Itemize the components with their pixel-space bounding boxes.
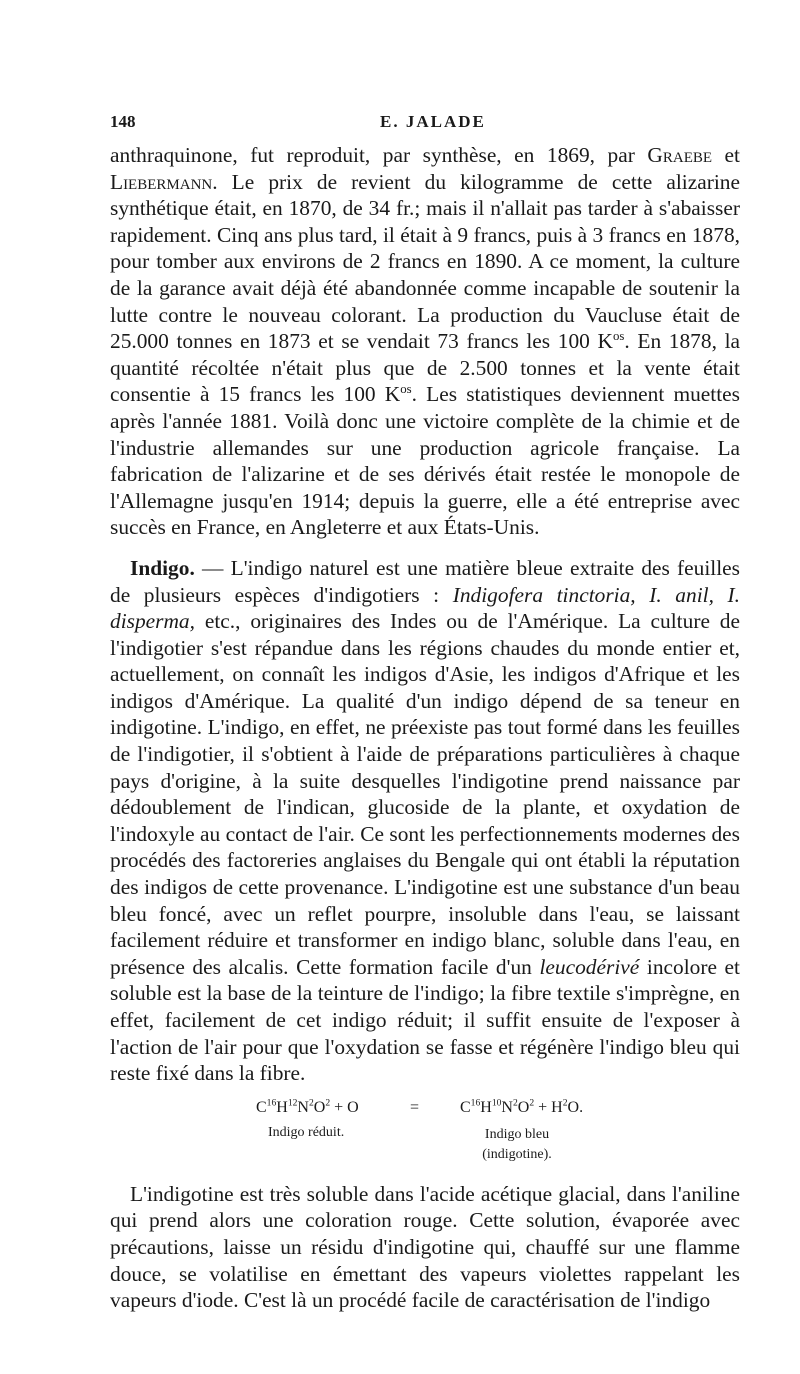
- page-content: [110, 112, 740, 1314]
- paragraph-text: etc., originaires des Indes ou de l'Amérique. La culture de l'indigotier s'est répandue dans les régions chaudes du monde entier et, actuellement, on connaît les indigos d'Asie, les indigos d'Afrique et les indigos d'Amérique. La qualité d'un indigo dépend de sa teneur en indigotine. L'indigo, en effet, ne préexiste pas tout formé dans les feuilles de l'indigotier, il s'obtient à l'aide de préparations particulières à chaque pays d'origine, à la suite desquelles l'indigotine prend naissance par dédoublement de l'indican, glucoside de la plante, et oxydation de l'indoxyle au contact de l'air. Ce sont les perfectionnements modernes des procédés des factoreries anglaises du Bengale qui ont établi la réputation des indigos de cette provenance. L'indigotine est une substance d'un beau bleu foncé, avec un reflet pourpre, insoluble dans l'eau, se laissant facilement réduire et transformer en indigo blanc, soluble dans l'eau, en présence des alcalis. Cette formation facile d'un: [110, 609, 740, 979]
- author-name-liebermann: Liebermann: [110, 169, 213, 194]
- running-head: [110, 112, 740, 142]
- superscript: os: [612, 329, 625, 344]
- author-header: E. JALADE: [380, 112, 486, 131]
- paragraph-text: et: [712, 143, 740, 167]
- equals-sign: =: [410, 1098, 420, 1116]
- paragraph-indigotine: [110, 1181, 740, 1314]
- equation-left-side: $C^{16}H^{12}N^2O^2 + O$: [256, 1097, 359, 1116]
- paragraph-alizarine: [110, 142, 740, 541]
- paragraph-indigo: [110, 555, 740, 1087]
- page-number: 148: [110, 112, 136, 131]
- equation-right-side: $C^{16}H^{10}N^2O^2 + H^2O$.: [460, 1097, 584, 1116]
- term-leucoderive: leucodérivé: [539, 954, 640, 979]
- paragraph-text: incolore et soluble est la base de la teinture de l'indigo; la fibre textile s'imprègne, en effet, facilement de cet indigo réduit; il suffit ensuite de l'exposer à l'action de l'air pour que l'oxydation se fasse et régénère l'indigo bleu qui reste fixé dans la fibre.: [110, 954, 740, 1086]
- paragraph-text: . En 1878, la quantité récoltée n'était plus que de 2.500 tonnes et la vente était consentie à 15 francs les 100 K: [110, 329, 741, 407]
- paragraph-text: anthraquinone, fut reproduit, par synthèse, en 1869, par: [110, 143, 648, 167]
- paragraph-text: . Les statistiques deviennent muettes après l'année 1881. Voilà donc une victoire complète de la chimie et de l'industrie allemandes sur une production agricole française. La fabrication de l'alizarine et de ses dérivés était restée le monopole de l'Allemagne jusqu'en 1914; depuis la guerre, elle a été entreprise avec succès en France, en Angleterre et aux États-Unis.: [110, 382, 740, 540]
- author-name-graebe: Graebe: [647, 143, 713, 167]
- chemical-equation: [110, 1099, 740, 1181]
- section-heading-indigo: Indigo.: [130, 555, 195, 580]
- label-indigo-reduit: Indigo réduit.: [268, 1124, 345, 1140]
- label-indigo-bleu: Indigo bleu (indigotine).: [482, 1126, 552, 1162]
- species-names: Indigofera tinctoria, I. anil, I. disperma,: [110, 582, 740, 634]
- superscript: os: [400, 382, 412, 397]
- paragraph-text: L'indigotine est très soluble dans l'acide acétique glacial, dans l'aniline qui prend alors une coloration rouge. Cette solution, évaporée avec précautions, laisse un résidu d'indigotine qui, chauffé sur une flamme douce, se volatilise en émettant des vapeurs violettes rappelant les vapeurs d'iode. C'est là un procédé facile de caractérisation de l'indigo: [110, 1181, 740, 1313]
- paragraph-text: . Le prix de revient du kilogramme de cette alizarine synthétique était, en 1870, de 34 fr.; mais il n'allait pas tarder à s'abaisser rapidement. Cinq ans plus tard, il était à 9 francs, puis à 3 francs en 1878, pour tomber aux environs de 2 francs en 1890. A ce moment, la culture de la garance avait déjà été abandonnée comme incapable de soutenir la lutte contre le nouveau colorant. La production du Vaucluse était de 25.000 tonnes en 1873 et se vendait 73 francs les 100 K: [110, 169, 740, 354]
- paragraph-text: — L'indigo naturel est une matière bleue extraite des feuilles de plusieurs espèces d'indigotiers :: [110, 555, 740, 607]
